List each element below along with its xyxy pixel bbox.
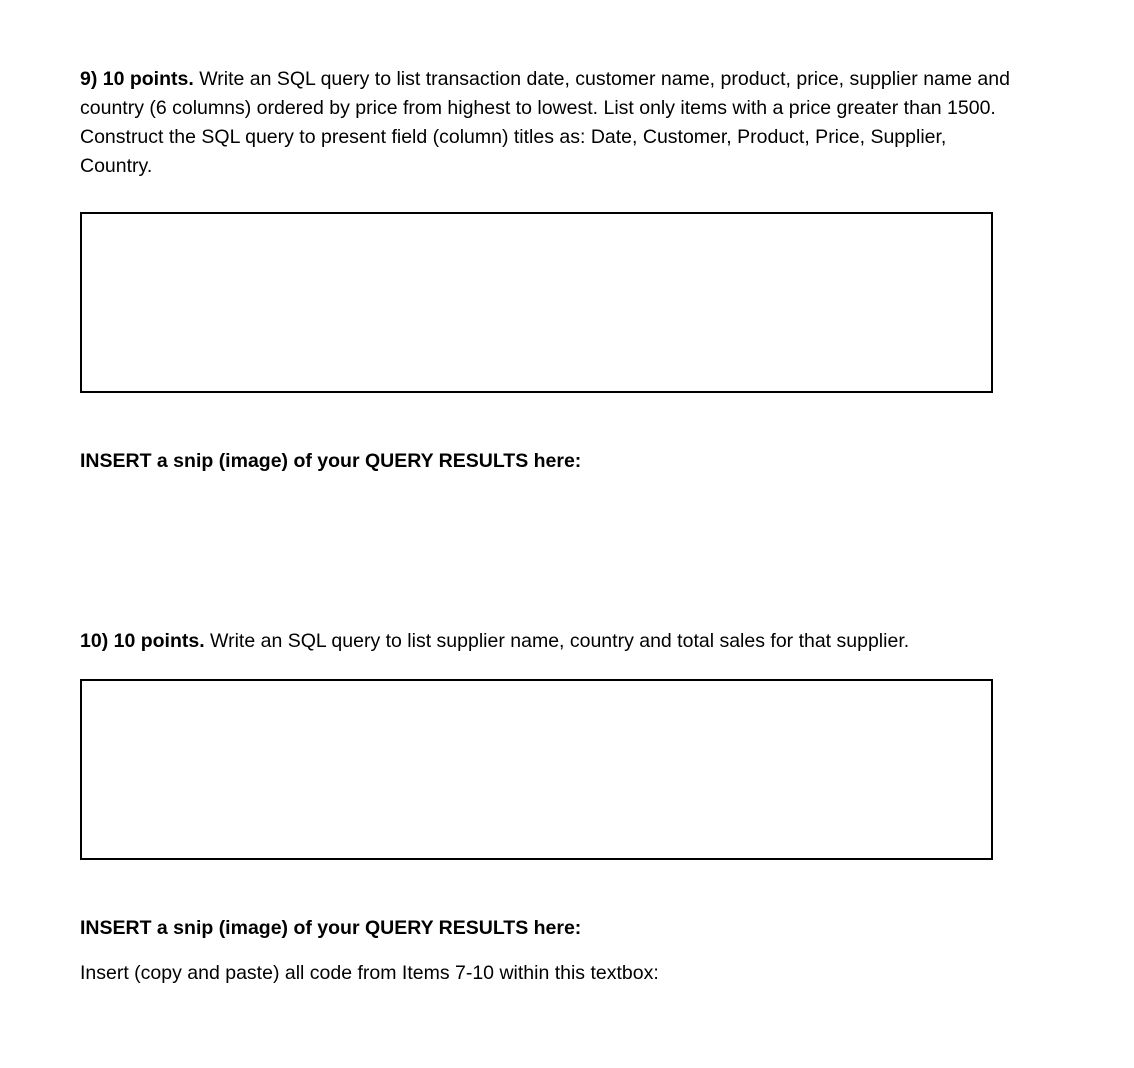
question-9-text: Write an SQL query to list transaction date, customer name, product, price, supplier name and country (6 columns) ordered by price from highest to lowest. List only items with a price greater than 1500. Construct the SQL query to present field (column) titles as: Date, Customer, Product, Price, Supplier, Country. [80, 68, 1010, 177]
code-textbox-instruction: Insert (copy and paste) all code from Items 7-10 within this textbox: [80, 962, 659, 984]
question-10-points: 10) 10 points. [80, 630, 205, 652]
question-9 [80, 65, 1020, 181]
question-10-text: Write an SQL query to list supplier name, country and total sales for that supplier. [204, 630, 910, 652]
question-10-results-label: INSERT a snip (image) of your QUERY RESULTS here: [80, 917, 582, 939]
question-10 [80, 627, 1020, 656]
question-10-answer-box[interactable] [80, 679, 993, 860]
question-9-points: 9) 10 points. [80, 68, 194, 90]
question-9-answer-box[interactable] [80, 212, 993, 393]
question-9-results-label: INSERT a snip (image) of your QUERY RESULTS here: [80, 450, 582, 472]
